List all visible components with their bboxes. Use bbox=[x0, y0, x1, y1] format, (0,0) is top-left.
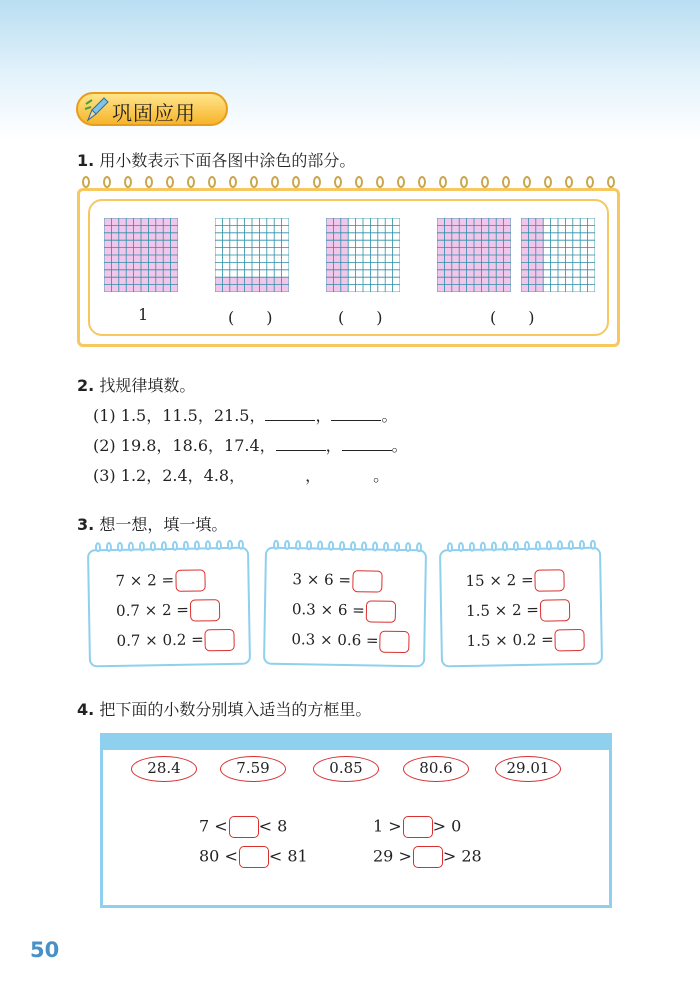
binding-ring bbox=[166, 176, 174, 188]
binding-ring bbox=[229, 176, 237, 188]
answer-box[interactable] bbox=[403, 816, 433, 838]
answer-box[interactable] bbox=[352, 570, 382, 593]
binding-ring bbox=[124, 176, 132, 188]
binding-ring bbox=[150, 541, 156, 551]
answer-box[interactable] bbox=[175, 569, 205, 592]
question-text: 把下面的小数分别填入适当的方框里。 bbox=[99, 700, 372, 719]
section-badge bbox=[76, 92, 228, 126]
question-4-title bbox=[77, 697, 371, 720]
decimal-grid-3 bbox=[326, 218, 400, 292]
comparison: 80 < < 81 bbox=[199, 846, 308, 868]
spiral-binding bbox=[447, 540, 593, 553]
equation: 0.3 × 6 = bbox=[292, 599, 396, 623]
calc-card-3 bbox=[439, 547, 603, 668]
binding-ring bbox=[355, 176, 363, 188]
equation: 0.3 × 0.6 = bbox=[291, 629, 410, 653]
sorting-box bbox=[100, 733, 612, 908]
binding-ring bbox=[405, 542, 411, 552]
binding-ring bbox=[328, 541, 334, 551]
binding-ring bbox=[383, 542, 389, 552]
comparison: 1 > > 0 bbox=[373, 816, 461, 838]
binding-ring bbox=[292, 176, 300, 188]
pencil-icon bbox=[84, 96, 110, 124]
question-text: 想一想，填一填。 bbox=[99, 515, 228, 534]
item-label: (2) bbox=[93, 436, 116, 455]
binding-ring bbox=[590, 540, 596, 550]
answer-blank[interactable]: ( ) bbox=[490, 308, 535, 327]
question-3-title bbox=[77, 512, 227, 535]
spiral-binding bbox=[95, 540, 241, 553]
sequence-text: 19.8，18.6，17.4， bbox=[120, 436, 276, 455]
question-number: 1. bbox=[77, 151, 95, 170]
binding-ring bbox=[397, 176, 405, 188]
binding-ring bbox=[502, 541, 508, 551]
fill-blank[interactable] bbox=[331, 406, 381, 421]
binding-ring bbox=[481, 176, 489, 188]
equation: 7 × 2 = bbox=[115, 569, 205, 593]
binding-ring bbox=[106, 542, 112, 552]
binding-ring bbox=[418, 176, 426, 188]
section-title: 巩固应用 bbox=[112, 101, 196, 125]
answer-box[interactable] bbox=[534, 569, 564, 592]
binding-ring bbox=[339, 541, 345, 551]
number-oval[interactable]: 0.85 bbox=[313, 756, 379, 782]
binding-ring bbox=[295, 540, 301, 550]
question-1-title bbox=[77, 148, 355, 171]
fill-blank[interactable] bbox=[276, 436, 326, 451]
answer-box[interactable] bbox=[239, 846, 269, 868]
binding-ring bbox=[416, 542, 422, 552]
binding-ring bbox=[439, 176, 447, 188]
binding-ring bbox=[480, 542, 486, 552]
binding-ring bbox=[394, 542, 400, 552]
period: 。 bbox=[381, 406, 398, 425]
binding-ring bbox=[372, 541, 378, 551]
binding-ring bbox=[187, 176, 195, 188]
binding-ring bbox=[216, 540, 222, 550]
answer-box[interactable] bbox=[190, 599, 220, 622]
answer-box[interactable] bbox=[413, 846, 443, 868]
binding-ring bbox=[250, 176, 258, 188]
fill-blank[interactable] bbox=[342, 436, 392, 451]
number-oval[interactable]: 80.6 bbox=[403, 756, 469, 782]
binding-ring bbox=[458, 542, 464, 552]
binding-ring bbox=[513, 541, 519, 551]
period: 。 bbox=[391, 436, 408, 455]
binding-ring bbox=[95, 542, 101, 552]
binding-ring bbox=[284, 540, 290, 550]
question-number: 4. bbox=[77, 700, 95, 719]
answer-box[interactable] bbox=[229, 816, 259, 838]
binding-ring bbox=[183, 541, 189, 551]
binding-ring bbox=[139, 541, 145, 551]
binding-ring bbox=[579, 540, 585, 550]
page-number: 50 bbox=[30, 938, 60, 962]
binding-ring bbox=[128, 542, 134, 552]
binding-ring bbox=[194, 540, 200, 550]
binding-ring bbox=[350, 541, 356, 551]
decimal-grid-4b bbox=[521, 218, 595, 292]
sequence-text: 1.5，11.5，21.5， bbox=[120, 406, 266, 425]
question-text: 找规律填数。 bbox=[99, 376, 196, 395]
binding-ring bbox=[546, 540, 552, 550]
number-oval[interactable]: 28.4 bbox=[131, 756, 197, 782]
binding-ring bbox=[544, 176, 552, 188]
spiral-binding bbox=[273, 540, 419, 553]
binding-ring bbox=[469, 542, 475, 552]
calc-card-2 bbox=[263, 547, 427, 668]
binding-ring bbox=[117, 542, 123, 552]
item-label: (3) bbox=[93, 466, 116, 485]
separator: ， bbox=[315, 406, 332, 425]
answer-label: 1 bbox=[138, 305, 149, 324]
question-number: 2. bbox=[77, 376, 95, 395]
binding-ring bbox=[317, 541, 323, 551]
fill-blank[interactable] bbox=[265, 406, 315, 421]
binding-ring bbox=[376, 176, 384, 188]
comparison: 29 > > 28 bbox=[373, 846, 482, 868]
equation: 1.5 × 2 = bbox=[466, 599, 570, 623]
binding-ring bbox=[502, 176, 510, 188]
equation: 0.7 × 2 = bbox=[116, 599, 220, 623]
binding-ring bbox=[208, 176, 216, 188]
binding-ring bbox=[491, 541, 497, 551]
binding-ring bbox=[172, 541, 178, 551]
answer-box[interactable] bbox=[205, 629, 235, 652]
calc-card-1 bbox=[87, 547, 251, 668]
question-text: 用小数表示下面各图中涂色的部分。 bbox=[99, 151, 356, 170]
answer-blank[interactable]: ( ) bbox=[228, 308, 273, 327]
answer-box[interactable] bbox=[540, 599, 570, 622]
decimal-grid-4a bbox=[437, 218, 511, 292]
answer-blank[interactable]: ( ) bbox=[338, 308, 383, 327]
equation: 3 × 6 = bbox=[292, 569, 382, 593]
pattern-line-2 bbox=[93, 433, 408, 456]
binding-ring bbox=[205, 540, 211, 550]
box-header-strip bbox=[103, 736, 609, 750]
binding-ring bbox=[524, 541, 530, 551]
pattern-line-1 bbox=[93, 403, 398, 426]
question-number: 3. bbox=[77, 515, 95, 534]
binding-ring bbox=[161, 541, 167, 551]
comparison: 7 < < 8 bbox=[199, 816, 287, 838]
binding-ring bbox=[334, 176, 342, 188]
answer-box[interactable] bbox=[366, 600, 396, 623]
question-2-title bbox=[77, 373, 195, 396]
binding-ring bbox=[557, 540, 563, 550]
number-oval[interactable]: 7.59 bbox=[220, 756, 286, 782]
binding-ring bbox=[607, 176, 615, 188]
binding-ring bbox=[273, 540, 279, 550]
pattern-line-3 bbox=[93, 463, 389, 486]
binding-ring bbox=[103, 176, 111, 188]
binding-ring bbox=[586, 176, 594, 188]
binding-ring bbox=[535, 541, 541, 551]
binding-ring bbox=[565, 176, 573, 188]
binding-ring bbox=[82, 176, 90, 188]
binding-ring bbox=[145, 176, 153, 188]
equation: 1.5 × 0.2 = bbox=[466, 629, 585, 653]
binding-ring bbox=[460, 176, 468, 188]
binding-ring bbox=[227, 540, 233, 550]
separator: ， bbox=[305, 466, 322, 485]
binding-ring bbox=[361, 541, 367, 551]
binding-ring bbox=[306, 540, 312, 550]
sequence-text: 1.2，2.4，4.8， bbox=[120, 466, 246, 485]
separator: ， bbox=[325, 436, 342, 455]
binding-ring bbox=[271, 176, 279, 188]
period: 。 bbox=[373, 466, 390, 485]
answer-box[interactable] bbox=[379, 631, 409, 654]
binding-ring bbox=[523, 176, 531, 188]
binding-ring bbox=[238, 540, 244, 550]
item-label: (1) bbox=[93, 406, 116, 425]
binding-ring bbox=[447, 542, 453, 552]
equation: 15 × 2 = bbox=[465, 569, 564, 593]
equation: 0.7 × 0.2 = bbox=[116, 629, 235, 653]
binding-ring bbox=[313, 176, 321, 188]
number-oval[interactable]: 29.01 bbox=[495, 756, 561, 782]
decimal-grid-2 bbox=[215, 218, 289, 292]
decimal-grid-1 bbox=[104, 218, 178, 292]
binding-ring bbox=[568, 540, 574, 550]
answer-box[interactable] bbox=[555, 629, 585, 652]
